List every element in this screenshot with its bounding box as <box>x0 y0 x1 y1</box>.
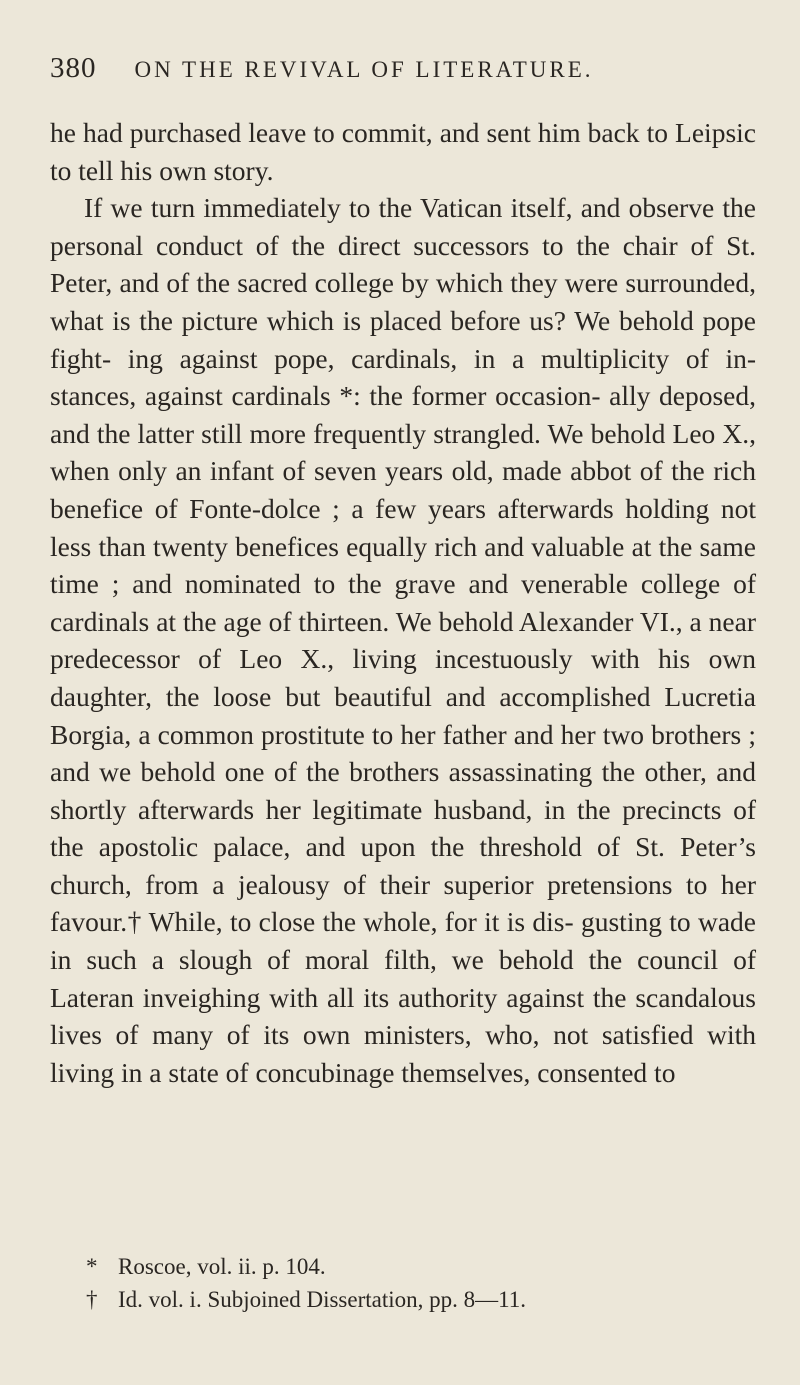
paragraph: If we turn immediately to the Vatican itself, and observe the personal conduct of the direct successors to the chair of St. Peter, and of the sacred college by which they were surrounded, what is the picture which is placed before us? We behold pope fight- ing against pope, cardinals, in a multiplicity of in- stances, against cardinals *: the former occasion- ally deposed, and the latter still more frequently strangled. We behold Leo X., when only an infant of seven years old, made abbot of the rich benefice of Fonte-dolce ; a few years afterwards holding not less than twenty benefices equally rich and valuable at the same time ; and nominated to the grave and venerable college of cardinals at the age of thirteen. We behold Alexander VI., a near predecessor of Leo X., living incestuously with his own daughter, the loose but beautiful and accomplished Lucretia Borgia, a common prostitute to her father and her two brothers ; and we behold one of the brothers assassinating the other, and shortly afterwards her legitimate husband, in the precincts of the apostolic palace, and upon the threshold of St. Peter’s church, from a jealousy of their superior pretensions to her favour.† While, to close the whole, for it is dis- gusting to wade in such a slough of moral filth, we behold the council of Lateran inveighing with all its authority against the scandalous lives of many of its own ministers, who, not satisfied with living in a state of concubinage themselves, consented to <box>50 192 756 1088</box>
footnote-text: Roscoe, vol. ii. p. 104. <box>118 1254 326 1279</box>
footnote <box>50 1250 750 1283</box>
running-head <box>50 52 756 92</box>
footnote-mark: * <box>86 1254 98 1279</box>
paragraph: he had purchased leave to commit, and sent him back to Leipsic to tell his own story. <box>50 117 756 186</box>
body-text <box>50 114 756 1091</box>
page-number: 380 <box>50 52 97 84</box>
running-title: ON THE REVIVAL OF LITERATURE. <box>134 57 594 82</box>
footnote-mark: † <box>86 1287 98 1312</box>
footnotes <box>50 1250 750 1316</box>
footnote <box>50 1283 750 1316</box>
footnote-text: Id. vol. i. Subjoined Dissertation, pp. 8—11. <box>118 1287 527 1312</box>
